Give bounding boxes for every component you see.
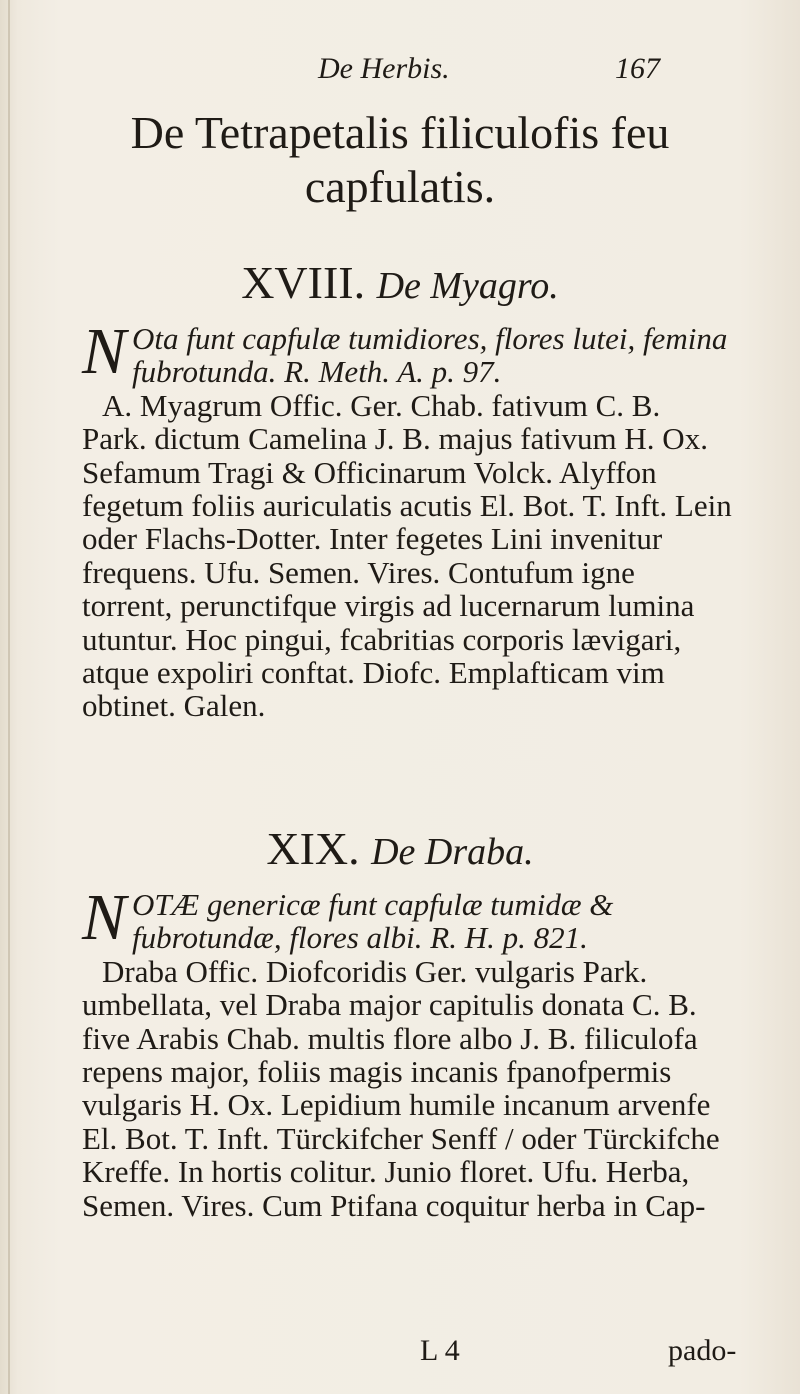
section-title: De Myagro. bbox=[376, 265, 559, 307]
paragraph bbox=[82, 955, 732, 1222]
section-numeral: XVIII. bbox=[241, 257, 366, 308]
section-title: De Draba. bbox=[371, 831, 534, 873]
section-numeral: XIX. bbox=[266, 823, 360, 874]
paragraph-text: A. Myagrum Offic. Ger. Chab. fativum C. B. Park. dictum Camelina J. B. majus fativum H. Ox. Sefamum Tragi & Officinarum Volck. Alyffon fegetum foliis auriculatis acutis El. Bot. T. Inft. Lein oder Flachs-Dotter. Inter fegetes Lini invenitur frequens. Ufu. Semen. Vires. Contufum igne torrent, perunctifque virgis ad lucernarum lumina utuntur. Hoc pingui, fcabritias corporis lævigari, atque expoliri conftat. Diofc. Emplafticam vim obtinet. Galen. bbox=[82, 387, 732, 724]
paragraph bbox=[82, 315, 732, 390]
paragraph-text: Ota funt capfulæ tumidiores, flores lutei, femina fubrotunda. R. Meth. A. p. 97. bbox=[132, 321, 728, 390]
chapter-heading-line1: De Tetrapetalis filiculofis feu bbox=[130, 107, 670, 158]
catchword: pado- bbox=[668, 1334, 737, 1367]
section-heading-draba bbox=[60, 822, 740, 879]
running-head bbox=[300, 52, 720, 92]
section-body-draba bbox=[82, 881, 732, 1223]
drop-capital: N bbox=[82, 881, 127, 954]
paragraph-text: OTÆ genericæ funt capfulæ tumidæ & fubrotundæ, flores albi. R. H. p. 821. bbox=[132, 887, 614, 956]
paragraph bbox=[82, 389, 732, 723]
gutter-edge bbox=[8, 0, 10, 1394]
paragraph bbox=[82, 881, 732, 956]
section-heading-myagro bbox=[60, 256, 740, 313]
signature-mark: L 4 bbox=[420, 1334, 460, 1367]
page-number: 167 bbox=[615, 52, 660, 85]
drop-capital: N bbox=[82, 315, 127, 388]
chapter-heading bbox=[60, 106, 740, 214]
chapter-heading-line2: capfulatis. bbox=[304, 161, 496, 212]
section-body-myagro bbox=[82, 315, 732, 724]
running-head-title: De Herbis. bbox=[318, 52, 450, 85]
paragraph-text: Draba Offic. Diofcoridis Ger. vulgaris Park. umbellata, vel Draba major capitulis donata C. B. five Arabis Chab. multis flore albo J. B. filiculofa repens major, foliis magis incanis fpanofpermis vulgaris H. Ox. Lepidium humile incanum arvenfe El. Bot. T. Inft. Türckifcher Senff / oder Türckifche Kreffe. In hortis colitur. Junio floret. Ufu. Herba, Semen. Vires. Cum Ptifana coquitur herba in Cap- bbox=[82, 953, 720, 1223]
